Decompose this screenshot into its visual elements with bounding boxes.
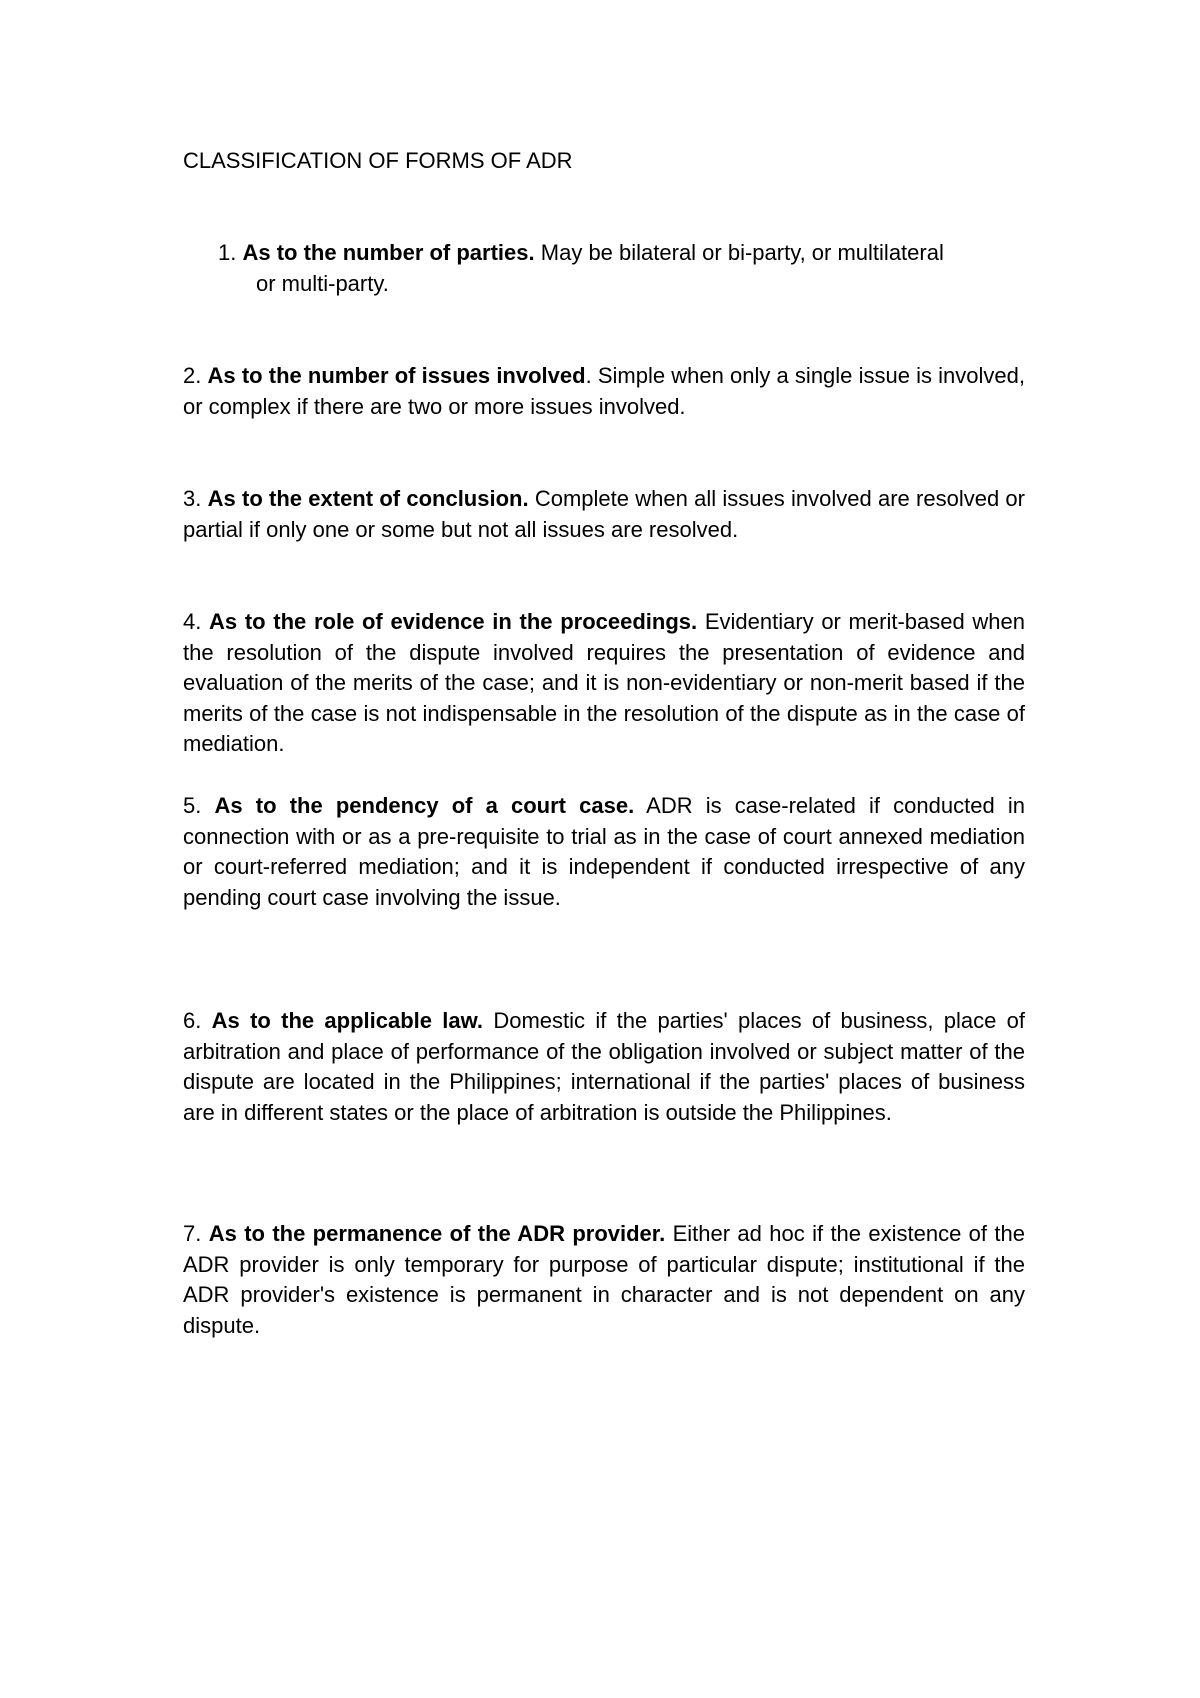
- list-item-number-of-parties: [218, 238, 1025, 299]
- list-item-role-of-evidence: [183, 607, 1025, 760]
- item-number: 6.: [183, 1008, 202, 1033]
- item-text: . Simple when only a single issue is involved, or complex if there are two or more issues involved.: [183, 363, 1025, 419]
- list-item-permanence-of-provider: [183, 1219, 1025, 1341]
- item-text: Evidentiary or merit-based when the resolution of the dispute involved requires the presentation of evidence and evaluation of the merits of the case; and it is non-evidentiary or non-merit based if the merits of the case is not indispensable in the resolution of the dispute as in the case of mediation.: [183, 609, 1025, 757]
- item-text-continuation: or multi-party.: [256, 270, 389, 296]
- list-item-number-of-issues: [183, 361, 1025, 422]
- list-item-pendency-of-court-case: [183, 791, 1025, 913]
- item-heading: As to the extent of conclusion.: [207, 486, 529, 511]
- item-heading: As to the permanence of the ADR provider.: [208, 1221, 666, 1246]
- item-heading: As to the pendency of a court case.: [214, 793, 635, 818]
- item-number: 2.: [183, 363, 202, 388]
- item-number: 7.: [183, 1221, 202, 1246]
- item-number: 5.: [183, 793, 202, 818]
- item-text: Complete when all issues involved are resolved or partial if only one or some but not all issues are resolved.: [183, 486, 1025, 542]
- item-number: 4.: [183, 609, 202, 634]
- item-heading: As to the applicable law.: [211, 1008, 484, 1033]
- page-title: CLASSIFICATION OF FORMS OF ADR: [183, 148, 573, 173]
- item-heading: As to the number of parties.: [242, 240, 535, 265]
- item-heading: As to the role of evidence in the proceedings.: [209, 609, 698, 634]
- item-text: May be bilateral or bi-party, or multilateral: [540, 240, 944, 265]
- list-item-extent-of-conclusion: [183, 484, 1025, 545]
- item-text: Domestic if the parties' places of business, place of arbitration and place of performance of the obligation involved or subject matter of the dispute are located in the Philippines; international if the parties' places of business are in different states or the place of arbitration is outside the Philippines.: [183, 1008, 1025, 1125]
- item-text: Either ad hoc if the existence of the ADR provider is only temporary for purpose of particular dispute; institutional if the ADR provider's existence is permanent in character and is not dependent on any dispute.: [183, 1221, 1025, 1338]
- item-number: 1.: [218, 240, 237, 265]
- item-number: 3.: [183, 486, 202, 511]
- item-heading: As to the number of issues involved: [207, 363, 586, 388]
- list-item-applicable-law: [183, 1006, 1025, 1128]
- item-text: ADR is case-related if conducted in connection with or as a pre-requisite to trial as in the case of court annexed mediation or court-referred mediation; and it is independent if conducted irrespective of any pending court case involving the issue.: [183, 793, 1025, 910]
